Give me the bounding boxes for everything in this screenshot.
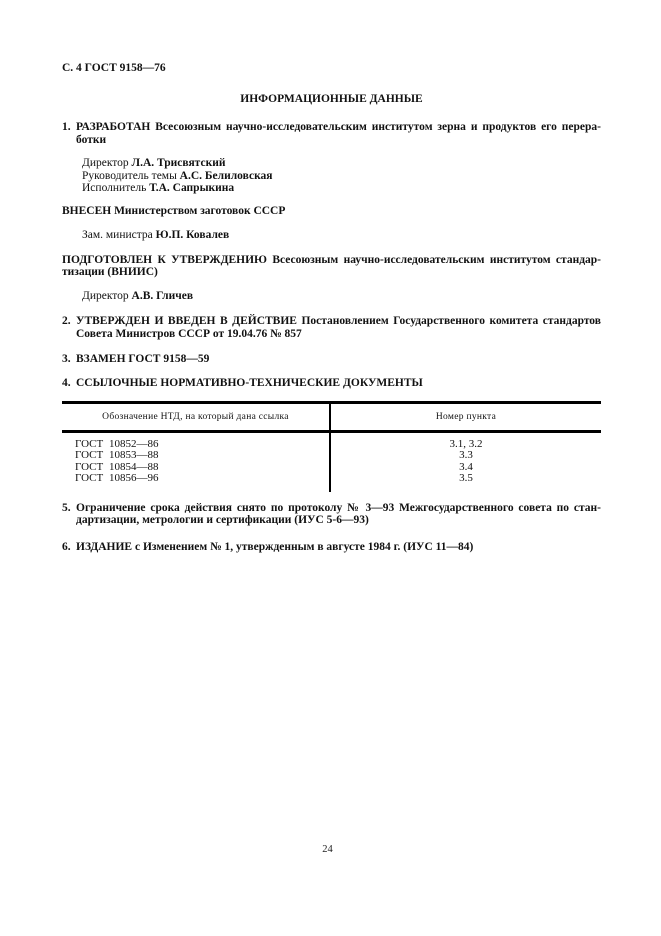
official-name: Т.А. Сапрыкина: [149, 182, 235, 194]
cell-punkt: 3.4: [459, 460, 473, 473]
official-name: Ю.П. Ковалев: [155, 229, 230, 241]
official-role: Руководитель темы: [82, 169, 177, 182]
item-line: ВЗАМЕН ГОСТ 9158—59: [76, 353, 210, 365]
item-body: [76, 121, 601, 146]
cell-ntd: ГОСТ 10853—88: [62, 450, 330, 462]
official-line: [82, 182, 601, 195]
item-body: [76, 502, 601, 527]
item-line: дартизации, метрологии и сертификации (ИУС 5-6—93): [76, 514, 369, 526]
official-line: [82, 170, 601, 183]
section-line: ВНЕСЕН Министерством заготовок СССР: [62, 204, 286, 217]
official-line: [82, 290, 601, 303]
column-header-ntd: Обозначение НТД, на который дана ссылка: [62, 403, 330, 432]
item-body: [76, 541, 601, 554]
table-row: [62, 473, 601, 492]
item-number: 5.: [62, 501, 71, 514]
document-title: ИНФОРМАЦИОННЫЕ ДАННЫЕ: [240, 92, 423, 105]
item-line: УТВЕРЖДЕН И ВВЕДЕН В ДЕЙСТВИЕ Постановлением Государственного комитета стандартов: [76, 315, 601, 327]
item-6-izdanie: [62, 541, 601, 554]
official-name: Л.А. Трисвятский: [131, 157, 226, 169]
official-line: [82, 229, 601, 242]
item-number: 2.: [62, 315, 71, 327]
table-row: [62, 431, 601, 450]
cell-punkt: 3.3: [459, 449, 473, 461]
page-header: С. 4 ГОСТ 9158—76: [62, 62, 166, 74]
cell-ntd: ГОСТ 10854—88: [62, 462, 330, 474]
table-body: [62, 431, 601, 492]
official-name: А.С. Белиловская: [179, 169, 273, 182]
table-row: [62, 450, 601, 462]
item-5-ogranichenie: [62, 502, 601, 527]
item-2-utverzhden: [62, 315, 601, 340]
references-table: [62, 401, 601, 492]
podgotovlen-official: [82, 290, 601, 303]
item-number: 1.: [62, 121, 71, 133]
item-line: РАЗРАБОТАН Всесоюзным научно-исследовательским институтом зерна и продуктов его перера-: [76, 121, 601, 133]
item-number: 4.: [62, 376, 71, 389]
official-role: Директор: [82, 289, 129, 302]
column-header-punkt: Номер пункта: [330, 403, 601, 432]
item-line: Ограничение срока действия снято по протоколу № 3—93 Межгосударственного совета по стан-: [76, 501, 601, 514]
official-name: А.В. Гличев: [131, 289, 194, 302]
section-podgotovlen: [62, 254, 601, 279]
item-1-razrabotan: [62, 121, 601, 146]
item-line: ИЗДАНИЕ с Изменением № 1, утвержденным в августе 1984 г. (ИУС 11—84): [76, 540, 474, 553]
item-body: [76, 315, 601, 340]
cell-ntd: ГОСТ 10852—86: [62, 431, 330, 450]
cell-punkt: 3.5: [459, 472, 473, 484]
section-line: тизации (ВНИИС): [62, 266, 158, 278]
section-vnesen: [62, 205, 601, 218]
item-line: ботки: [76, 133, 107, 146]
item-4-ssylochnye: [62, 377, 601, 390]
table-header: [62, 403, 601, 432]
official-line: [82, 157, 601, 170]
item-body: [76, 353, 601, 366]
item-line: Совета Министров СССР от 19.04.76 № 857: [76, 327, 302, 340]
item-number: 3.: [62, 353, 71, 365]
page-number: 24: [322, 844, 333, 855]
item-number: 6.: [62, 540, 71, 553]
section-line: ПОДГОТОВЛЕН К УТВЕРЖДЕНИЮ Всесоюзным научно-исследовательским институтом стандар-: [62, 253, 601, 266]
item-body: [76, 377, 601, 390]
official-role: Исполнитель: [82, 182, 147, 194]
official-role: Директор: [82, 157, 129, 169]
cell-punkt: 3.1, 3.2: [449, 437, 483, 450]
item-line: ССЫЛОЧНЫЕ НОРМАТИВНО-ТЕХНИЧЕСКИЕ ДОКУМЕНТЫ: [76, 376, 423, 389]
page-content: [62, 0, 601, 553]
official-role: Зам. министра: [82, 229, 153, 241]
vnesen-official: [82, 229, 601, 242]
item-3-vzamen: [62, 353, 601, 366]
cell-ntd: ГОСТ 10856—96: [62, 473, 330, 492]
item-1-officials: [82, 157, 601, 195]
